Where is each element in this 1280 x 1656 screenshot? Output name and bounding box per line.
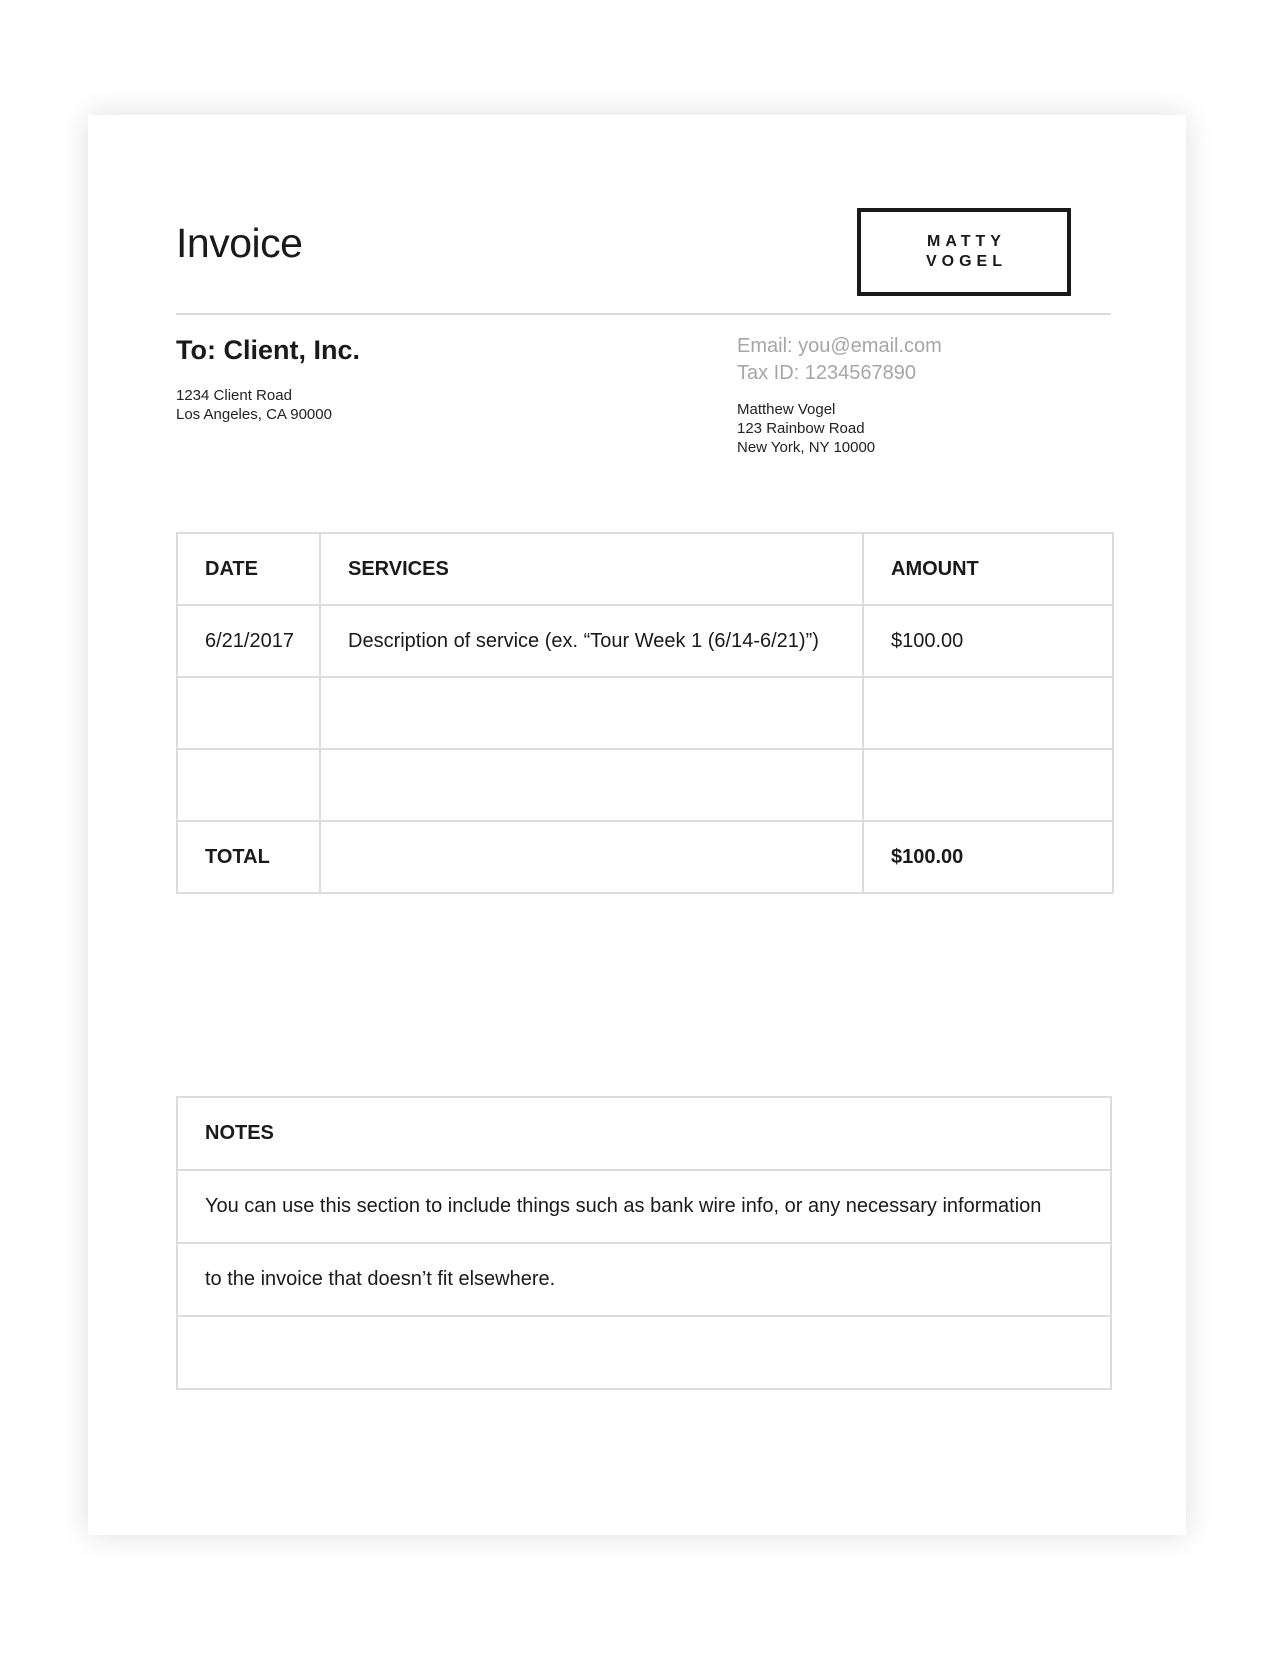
sender-tax-id: Tax ID: 1234567890 <box>737 362 917 384</box>
notes-line: You can use this section to include things such as bank wire info, or any necessary information <box>177 1170 1111 1243</box>
client-address-line-1: 1234 Client Road <box>176 387 292 404</box>
row-date <box>177 749 320 821</box>
notes-table <box>176 1096 1112 1390</box>
notes-line: to the invoice that doesn’t fit elsewhere. <box>177 1243 1111 1316</box>
client-address <box>176 386 332 424</box>
column-header-date: DATE <box>177 533 320 605</box>
client-address-line-2: Los Angeles, CA 90000 <box>176 406 332 423</box>
row-date: 6/21/2017 <box>177 605 320 677</box>
notes-row <box>177 1170 1111 1243</box>
table-header-row <box>177 533 1113 605</box>
invoice-page <box>88 115 1186 1535</box>
notes-row <box>177 1243 1111 1316</box>
client-heading: To: Client, Inc. <box>176 335 360 365</box>
header-divider <box>176 313 1111 315</box>
row-amount: $100.00 <box>863 605 1113 677</box>
sender-contact <box>737 333 942 387</box>
brand-logo-text: MATTY VOGEL <box>925 233 1007 270</box>
sender-address <box>737 400 875 457</box>
brand-logo <box>857 208 1071 296</box>
total-amount: $100.00 <box>863 821 1113 893</box>
column-header-services: SERVICES <box>320 533 863 605</box>
row-amount <box>863 749 1113 821</box>
column-header-amount: AMOUNT <box>863 533 1113 605</box>
table-row <box>177 677 1113 749</box>
notes-line <box>177 1316 1111 1389</box>
invoice-title: Invoice <box>176 220 303 266</box>
row-amount <box>863 677 1113 749</box>
sender-email: Email: you@email.com <box>737 335 942 357</box>
table-row <box>177 605 1113 677</box>
total-spacer <box>320 821 863 893</box>
sender-address-line-2: New York, NY 10000 <box>737 439 876 456</box>
row-date <box>177 677 320 749</box>
row-service: Description of service (ex. “Tour Week 1 (6/14-6/21)”) <box>320 605 863 677</box>
notes-heading: NOTES <box>177 1097 1111 1170</box>
services-table <box>176 532 1114 894</box>
total-row <box>177 821 1113 893</box>
row-service <box>320 677 863 749</box>
notes-row <box>177 1316 1111 1389</box>
row-service <box>320 749 863 821</box>
sender-address-line-1: 123 Rainbow Road <box>737 420 865 437</box>
sender-name: Matthew Vogel <box>737 401 836 418</box>
notes-header-row <box>177 1097 1111 1170</box>
total-label: TOTAL <box>177 821 320 893</box>
table-row <box>177 749 1113 821</box>
